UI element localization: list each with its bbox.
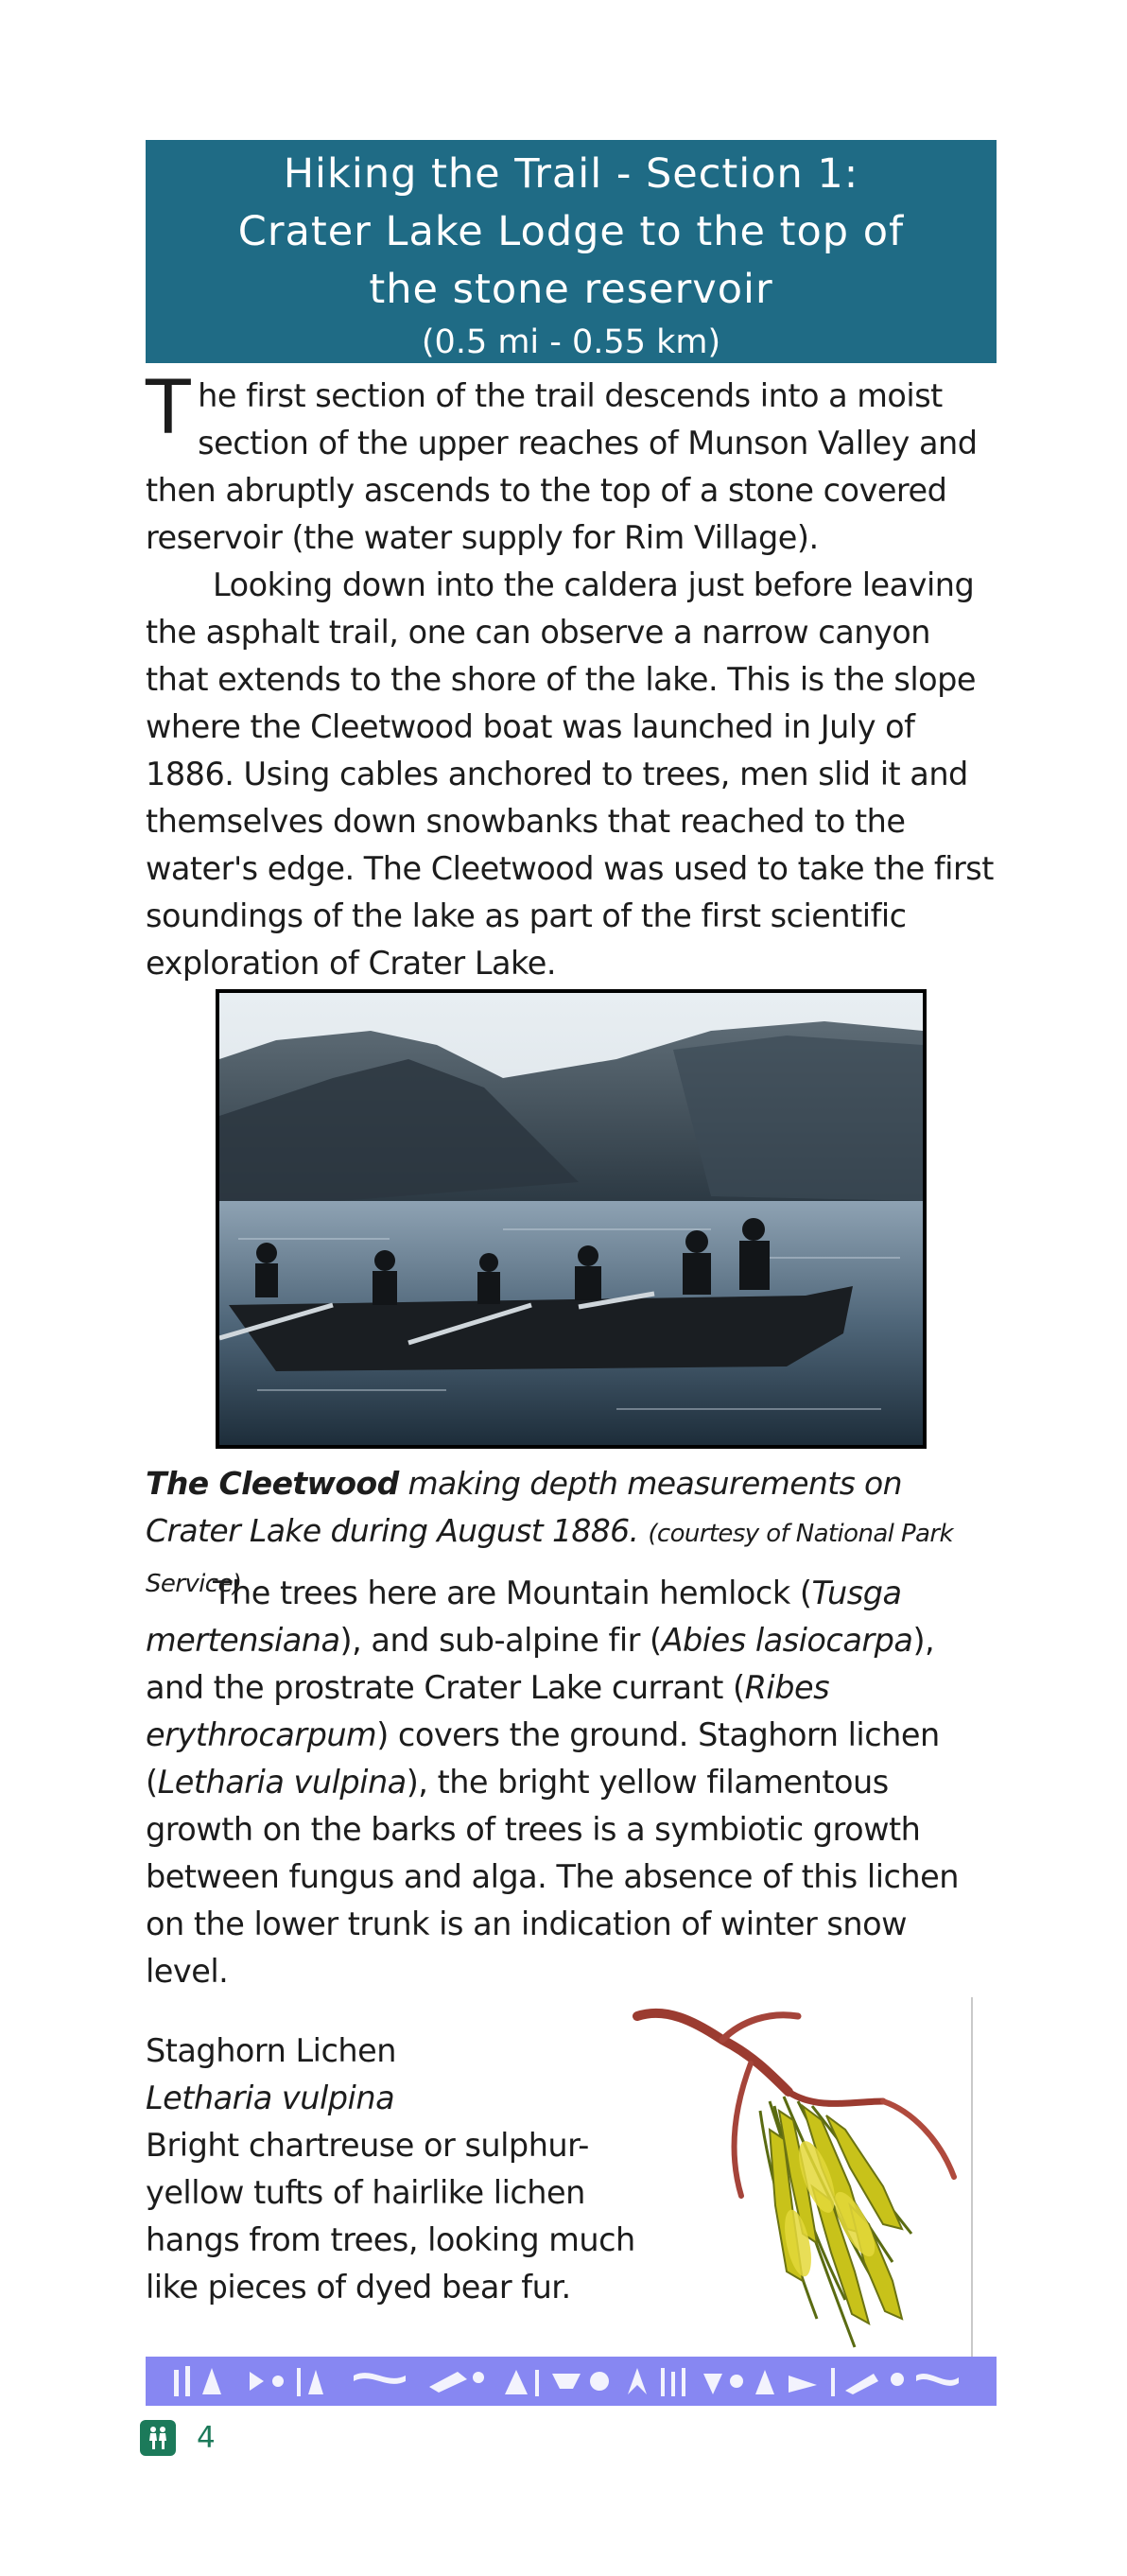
section-title-box	[146, 140, 997, 363]
caption-credit: (courtesy of National Park Service)	[146, 1520, 953, 1598]
p3-text-e: ), and the prostrate Crater Lake currant (	[146, 1622, 935, 1706]
latin-staghorn-lichen: Letharia vulpina	[157, 1764, 407, 1801]
paragraph-3	[146, 1570, 997, 1995]
page-footer	[140, 2419, 216, 2457]
decorative-banner	[146, 2357, 997, 2406]
title-line-2: Crater Lake Lodge to the top of	[237, 208, 905, 255]
title-line-1: Hiking the Trail - Section 1:	[283, 150, 859, 198]
divider-line	[971, 1997, 973, 2368]
p3-text-a: The trees here are Mountain hemlock (	[213, 1575, 812, 1611]
cleetwood-photo-image	[219, 993, 923, 1445]
caption-boat-name: The Cleetwood	[146, 1465, 399, 1502]
lichen-text	[146, 2028, 637, 2311]
p3-text-i: ), the bright yellow filamentous growth on the barks of trees is a symbiotic growth between fungus and alga. The absence of this lichen on the lower trunk is an indication of winter snow level.	[146, 1764, 960, 1990]
drop-cap: T	[146, 366, 191, 451]
lichen-description: Bright chartreuse or sulphur-yellow tufts of hairlike lichen hangs from trees, looking much like pieces of dyed bear fur.	[146, 2127, 635, 2306]
caption-text: making depth measurements on Crater Lake during August 1886.	[146, 1465, 902, 1549]
latin-subalpine-fir: Abies lasiocarpa	[661, 1622, 913, 1659]
title-line-3: the stone reservoir	[369, 266, 773, 313]
lichen-latin-name	[146, 2075, 637, 2122]
hikers-icon	[140, 2420, 176, 2456]
lichen-latin-name-text: Letharia vulpina	[146, 2080, 395, 2116]
lichen-common-name: Staghorn Lichen	[146, 2032, 396, 2069]
paragraph-2: Looking down into the caldera just before leaving the asphalt trail, one can observe a narrow canyon that extends to the shore of the lake. This is the slope where the Cleetwood boat was launched in July of 1886. Using cables anchored to trees, men slid it and themselves down snowbanks that reached to the water's edge. The Cleetwood was used to take the first soundings of the lake as part of the first scientific exploration of Crater Lake.	[146, 566, 994, 982]
p3-text-c: ), and sub-alpine fir (	[339, 1622, 662, 1659]
cleetwood-photo	[216, 989, 927, 1449]
latin-mountain-hemlock: Tusga mertensiana	[146, 1575, 902, 1659]
section-distance: (0.5 mi - 0.55 km)	[421, 323, 721, 361]
p3-text-g: ) covers the ground. Staghorn lichen (	[146, 1716, 940, 1801]
latin-currant: Ribes erythrocarpum	[146, 1669, 830, 1753]
paragraph-1-text: he first section of the trail descends into a moist section of the upper reaches of Munson Valley and then abruptly ascends to the top of a stone covered reservoir (the water supply for Rim Village).	[146, 377, 978, 556]
paragraph-1	[146, 366, 997, 562]
pictograph-banner-icon	[146, 2357, 997, 2406]
page	[146, 140, 997, 2455]
page-number: 4	[197, 2421, 216, 2455]
staghorn-lichen-illustration	[628, 1997, 987, 2376]
